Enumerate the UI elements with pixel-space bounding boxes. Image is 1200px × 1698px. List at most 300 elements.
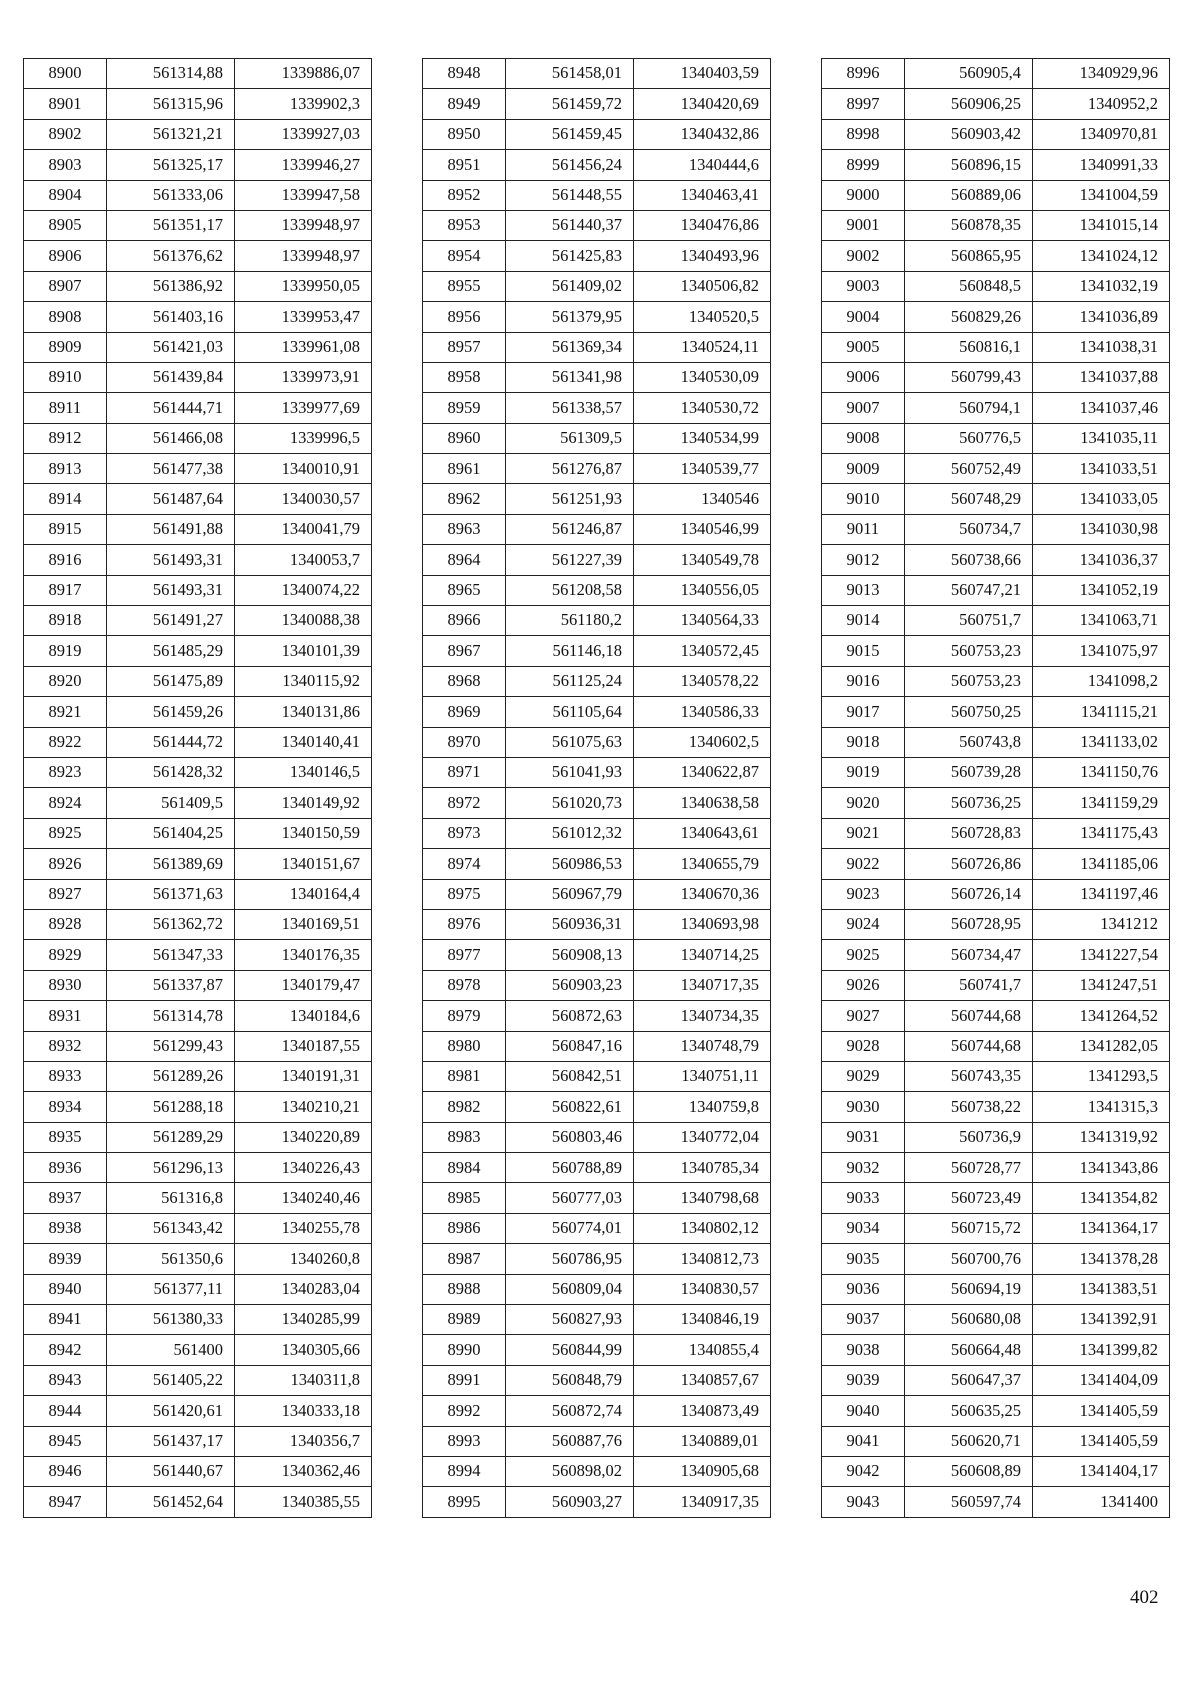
y-coordinate-cell: 1340670,36 — [634, 879, 771, 909]
table-row — [423, 210, 771, 240]
point-number-cell: 8937 — [24, 1183, 107, 1213]
table-row — [423, 1426, 771, 1456]
x-coordinate-cell: 561448,55 — [506, 180, 634, 210]
y-coordinate-cell: 1339948,97 — [235, 210, 372, 240]
y-coordinate-cell: 1341133,02 — [1033, 727, 1170, 757]
y-coordinate-cell: 1341383,51 — [1033, 1274, 1170, 1304]
table-row — [822, 818, 1170, 848]
table-row — [24, 119, 372, 149]
y-coordinate-cell: 1340622,87 — [634, 757, 771, 787]
y-coordinate-cell: 1340546,99 — [634, 514, 771, 544]
point-number-cell: 8976 — [423, 909, 506, 939]
x-coordinate-cell: 561444,72 — [107, 727, 235, 757]
table-row — [24, 1305, 372, 1335]
table-row — [24, 1183, 372, 1213]
point-number-cell: 9017 — [822, 697, 905, 727]
point-number-cell: 9028 — [822, 1031, 905, 1061]
y-coordinate-cell: 1340420,69 — [634, 89, 771, 119]
table-row — [423, 879, 771, 909]
y-coordinate-cell: 1340812,73 — [634, 1244, 771, 1274]
point-number-cell: 8921 — [24, 697, 107, 727]
y-coordinate-cell: 1340970,81 — [1033, 119, 1170, 149]
point-number-cell: 8990 — [423, 1335, 506, 1365]
table-row — [423, 1487, 771, 1517]
table-row — [24, 514, 372, 544]
y-coordinate-cell: 1341035,11 — [1033, 423, 1170, 453]
x-coordinate-cell: 560728,83 — [905, 818, 1033, 848]
table-row — [24, 1365, 372, 1395]
table-row — [24, 241, 372, 271]
x-coordinate-cell: 561376,62 — [107, 241, 235, 271]
point-number-cell: 8948 — [423, 59, 506, 89]
y-coordinate-cell: 1340151,67 — [235, 849, 372, 879]
x-coordinate-cell: 561409,02 — [506, 271, 634, 301]
x-coordinate-cell: 561343,42 — [107, 1213, 235, 1243]
y-coordinate-cell: 1341400 — [1033, 1487, 1170, 1517]
point-number-cell: 8997 — [822, 89, 905, 119]
y-coordinate-cell: 1340149,92 — [235, 788, 372, 818]
table-row — [24, 1487, 372, 1517]
point-number-cell: 8946 — [24, 1456, 107, 1486]
x-coordinate-cell: 561251,93 — [506, 484, 634, 514]
point-number-cell: 9003 — [822, 271, 905, 301]
y-coordinate-cell: 1340191,31 — [235, 1061, 372, 1091]
x-coordinate-cell: 560597,74 — [905, 1487, 1033, 1517]
x-coordinate-cell: 561493,31 — [107, 575, 235, 605]
table-row — [24, 332, 372, 362]
point-number-cell: 8938 — [24, 1213, 107, 1243]
point-number-cell: 8914 — [24, 484, 107, 514]
x-coordinate-cell: 560752,49 — [905, 454, 1033, 484]
table-row — [24, 970, 372, 1000]
y-coordinate-cell: 1340638,58 — [634, 788, 771, 818]
point-number-cell: 8939 — [24, 1244, 107, 1274]
x-coordinate-cell: 560734,47 — [905, 940, 1033, 970]
table-row — [423, 1335, 771, 1365]
point-number-cell: 8925 — [24, 818, 107, 848]
x-coordinate-cell: 560680,08 — [905, 1305, 1033, 1335]
y-coordinate-cell: 1341115,21 — [1033, 697, 1170, 727]
x-coordinate-cell: 560739,28 — [905, 757, 1033, 787]
y-coordinate-cell: 1340285,99 — [235, 1305, 372, 1335]
point-number-cell: 9016 — [822, 666, 905, 696]
table-row — [423, 636, 771, 666]
y-coordinate-cell: 1340873,49 — [634, 1396, 771, 1426]
x-coordinate-cell: 561362,72 — [107, 909, 235, 939]
table-row — [24, 1244, 372, 1274]
table-row — [24, 423, 372, 453]
y-coordinate-cell: 1340785,34 — [634, 1153, 771, 1183]
point-number-cell: 9042 — [822, 1456, 905, 1486]
point-number-cell: 8993 — [423, 1426, 506, 1456]
table-row — [423, 241, 771, 271]
table-row — [423, 150, 771, 180]
x-coordinate-cell: 561369,34 — [506, 332, 634, 362]
table-row — [822, 575, 1170, 605]
point-number-cell: 8950 — [423, 119, 506, 149]
x-coordinate-cell: 561458,01 — [506, 59, 634, 89]
x-coordinate-cell: 560829,26 — [905, 302, 1033, 332]
point-number-cell: 8908 — [24, 302, 107, 332]
x-coordinate-cell: 560734,7 — [905, 514, 1033, 544]
y-coordinate-cell: 1341185,06 — [1033, 849, 1170, 879]
table-row — [423, 606, 771, 636]
table-row — [423, 423, 771, 453]
table-row — [822, 514, 1170, 544]
y-coordinate-cell: 1340010,91 — [235, 454, 372, 484]
table-row — [423, 119, 771, 149]
y-coordinate-cell: 1341293,5 — [1033, 1061, 1170, 1091]
point-number-cell: 8996 — [822, 59, 905, 89]
table-row — [822, 697, 1170, 727]
point-number-cell: 8963 — [423, 514, 506, 544]
point-number-cell: 8917 — [24, 575, 107, 605]
x-coordinate-cell: 560906,25 — [905, 89, 1033, 119]
table-row — [822, 788, 1170, 818]
table-row — [822, 636, 1170, 666]
y-coordinate-cell: 1340655,79 — [634, 849, 771, 879]
point-number-cell: 9013 — [822, 575, 905, 605]
point-number-cell: 8985 — [423, 1183, 506, 1213]
x-coordinate-cell: 561477,38 — [107, 454, 235, 484]
table-row — [423, 454, 771, 484]
table-row — [24, 575, 372, 605]
table-row — [423, 59, 771, 89]
x-coordinate-cell: 561444,71 — [107, 393, 235, 423]
point-number-cell: 9029 — [822, 1061, 905, 1091]
table-row — [822, 302, 1170, 332]
point-number-cell: 8941 — [24, 1305, 107, 1335]
x-coordinate-cell: 560896,15 — [905, 150, 1033, 180]
y-coordinate-cell: 1340917,35 — [634, 1487, 771, 1517]
x-coordinate-cell: 560738,22 — [905, 1092, 1033, 1122]
y-coordinate-cell: 1340549,78 — [634, 545, 771, 575]
table-row — [423, 545, 771, 575]
y-coordinate-cell: 1340578,22 — [634, 666, 771, 696]
x-coordinate-cell: 561296,13 — [107, 1153, 235, 1183]
x-coordinate-cell: 560700,76 — [905, 1244, 1033, 1274]
table-row — [423, 1244, 771, 1274]
point-number-cell: 8982 — [423, 1092, 506, 1122]
table-row — [822, 332, 1170, 362]
table-row — [24, 545, 372, 575]
table-row — [24, 940, 372, 970]
x-coordinate-cell: 561389,69 — [107, 849, 235, 879]
y-coordinate-cell: 1339953,47 — [235, 302, 372, 332]
y-coordinate-cell: 1340356,7 — [235, 1426, 372, 1456]
point-number-cell: 9040 — [822, 1396, 905, 1426]
x-coordinate-cell: 560728,77 — [905, 1153, 1033, 1183]
y-coordinate-cell: 1340714,25 — [634, 940, 771, 970]
point-number-cell: 8979 — [423, 1001, 506, 1031]
x-coordinate-cell: 561459,45 — [506, 119, 634, 149]
point-number-cell: 8940 — [24, 1274, 107, 1304]
y-coordinate-cell: 1340041,79 — [235, 514, 372, 544]
x-coordinate-cell: 560777,03 — [506, 1183, 634, 1213]
point-number-cell: 8942 — [24, 1335, 107, 1365]
x-coordinate-cell: 561420,61 — [107, 1396, 235, 1426]
x-coordinate-cell: 561309,5 — [506, 423, 634, 453]
point-number-cell: 8904 — [24, 180, 107, 210]
table-row — [822, 1335, 1170, 1365]
y-coordinate-cell: 1339973,91 — [235, 362, 372, 392]
y-coordinate-cell: 1340184,6 — [235, 1001, 372, 1031]
point-number-cell: 9033 — [822, 1183, 905, 1213]
point-number-cell: 9038 — [822, 1335, 905, 1365]
x-coordinate-cell: 560903,42 — [905, 119, 1033, 149]
point-number-cell: 8962 — [423, 484, 506, 514]
table-row — [822, 180, 1170, 210]
x-coordinate-cell: 560903,27 — [506, 1487, 634, 1517]
point-number-cell: 8911 — [24, 393, 107, 423]
y-coordinate-cell: 1340220,89 — [235, 1122, 372, 1152]
table-row — [423, 727, 771, 757]
y-coordinate-cell: 1340830,57 — [634, 1274, 771, 1304]
x-coordinate-cell: 561333,06 — [107, 180, 235, 210]
table-row — [24, 727, 372, 757]
table-row — [24, 1213, 372, 1243]
point-number-cell: 8900 — [24, 59, 107, 89]
table-row — [24, 1061, 372, 1091]
y-coordinate-cell: 1341052,19 — [1033, 575, 1170, 605]
y-coordinate-cell: 1340734,35 — [634, 1001, 771, 1031]
point-number-cell: 8986 — [423, 1213, 506, 1243]
x-coordinate-cell: 561456,24 — [506, 150, 634, 180]
table-row — [423, 302, 771, 332]
x-coordinate-cell: 561350,6 — [107, 1244, 235, 1274]
point-number-cell: 8994 — [423, 1456, 506, 1486]
point-number-cell: 9039 — [822, 1365, 905, 1395]
table-row — [24, 362, 372, 392]
point-number-cell: 9019 — [822, 757, 905, 787]
point-number-cell: 8983 — [423, 1122, 506, 1152]
table-row — [822, 545, 1170, 575]
table-row — [24, 1335, 372, 1365]
point-number-cell: 9015 — [822, 636, 905, 666]
x-coordinate-cell: 561314,78 — [107, 1001, 235, 1031]
x-coordinate-cell: 561208,58 — [506, 575, 634, 605]
x-coordinate-cell: 560872,63 — [506, 1001, 634, 1031]
x-coordinate-cell: 561428,32 — [107, 757, 235, 787]
y-coordinate-cell: 1339946,27 — [235, 150, 372, 180]
x-coordinate-cell: 560728,95 — [905, 909, 1033, 939]
table-row — [24, 302, 372, 332]
table-row — [822, 362, 1170, 392]
point-number-cell: 9036 — [822, 1274, 905, 1304]
x-coordinate-cell: 561452,64 — [107, 1487, 235, 1517]
x-coordinate-cell: 561380,33 — [107, 1305, 235, 1335]
x-coordinate-cell: 561400 — [107, 1335, 235, 1365]
y-coordinate-cell: 1340179,47 — [235, 970, 372, 1000]
table-row — [822, 1365, 1170, 1395]
table-row — [822, 757, 1170, 787]
y-coordinate-cell: 1341212 — [1033, 909, 1170, 939]
y-coordinate-cell: 1341036,37 — [1033, 545, 1170, 575]
table-row — [24, 666, 372, 696]
table-row — [423, 332, 771, 362]
x-coordinate-cell: 560844,99 — [506, 1335, 634, 1365]
point-number-cell: 9009 — [822, 454, 905, 484]
point-number-cell: 8905 — [24, 210, 107, 240]
x-coordinate-cell: 561125,24 — [506, 666, 634, 696]
table-row — [24, 1274, 372, 1304]
point-number-cell: 8965 — [423, 575, 506, 605]
point-number-cell: 8960 — [423, 423, 506, 453]
y-coordinate-cell: 1341247,51 — [1033, 970, 1170, 1000]
x-coordinate-cell: 560741,7 — [905, 970, 1033, 1000]
x-coordinate-cell: 561325,17 — [107, 150, 235, 180]
point-number-cell: 8949 — [423, 89, 506, 119]
x-coordinate-cell: 561487,64 — [107, 484, 235, 514]
x-coordinate-cell: 560608,89 — [905, 1456, 1033, 1486]
table-row — [24, 697, 372, 727]
y-coordinate-cell: 1341364,17 — [1033, 1213, 1170, 1243]
point-number-cell: 8919 — [24, 636, 107, 666]
table-row — [423, 514, 771, 544]
y-coordinate-cell: 1341004,59 — [1033, 180, 1170, 210]
x-coordinate-cell: 560743,35 — [905, 1061, 1033, 1091]
y-coordinate-cell: 1341404,17 — [1033, 1456, 1170, 1486]
table-row — [24, 879, 372, 909]
table-row — [423, 1153, 771, 1183]
x-coordinate-cell: 561459,72 — [506, 89, 634, 119]
table-row — [423, 666, 771, 696]
coordinates-table-1 — [23, 58, 372, 1518]
table-row — [822, 940, 1170, 970]
y-coordinate-cell: 1340889,01 — [634, 1426, 771, 1456]
y-coordinate-cell: 1341282,05 — [1033, 1031, 1170, 1061]
x-coordinate-cell: 561020,73 — [506, 788, 634, 818]
x-coordinate-cell: 560889,06 — [905, 180, 1033, 210]
x-coordinate-cell: 561405,22 — [107, 1365, 235, 1395]
point-number-cell: 9034 — [822, 1213, 905, 1243]
x-coordinate-cell: 561337,87 — [107, 970, 235, 1000]
table-row — [423, 940, 771, 970]
x-coordinate-cell: 561347,33 — [107, 940, 235, 970]
x-coordinate-cell: 560736,25 — [905, 788, 1033, 818]
x-coordinate-cell: 561341,98 — [506, 362, 634, 392]
x-coordinate-cell: 561180,2 — [506, 606, 634, 636]
point-number-cell: 8907 — [24, 271, 107, 301]
y-coordinate-cell: 1340493,96 — [634, 241, 771, 271]
x-coordinate-cell: 561288,18 — [107, 1092, 235, 1122]
y-coordinate-cell: 1341159,29 — [1033, 788, 1170, 818]
table-row — [423, 1213, 771, 1243]
table-row — [423, 757, 771, 787]
y-coordinate-cell: 1340798,68 — [634, 1183, 771, 1213]
point-number-cell: 8901 — [24, 89, 107, 119]
y-coordinate-cell: 1340506,82 — [634, 271, 771, 301]
table-row — [24, 757, 372, 787]
table-row — [822, 1396, 1170, 1426]
y-coordinate-cell: 1339927,03 — [235, 119, 372, 149]
point-number-cell: 8918 — [24, 606, 107, 636]
y-coordinate-cell: 1340088,38 — [235, 606, 372, 636]
y-coordinate-cell: 1340905,68 — [634, 1456, 771, 1486]
x-coordinate-cell: 561379,95 — [506, 302, 634, 332]
x-coordinate-cell: 561289,29 — [107, 1122, 235, 1152]
point-number-cell: 9041 — [822, 1426, 905, 1456]
point-number-cell: 8931 — [24, 1001, 107, 1031]
x-coordinate-cell: 560744,68 — [905, 1031, 1033, 1061]
y-coordinate-cell: 1340432,86 — [634, 119, 771, 149]
y-coordinate-cell: 1340255,78 — [235, 1213, 372, 1243]
point-number-cell: 8903 — [24, 150, 107, 180]
y-coordinate-cell: 1341405,59 — [1033, 1426, 1170, 1456]
point-number-cell: 8969 — [423, 697, 506, 727]
x-coordinate-cell: 560794,1 — [905, 393, 1033, 423]
point-number-cell: 8906 — [24, 241, 107, 271]
y-coordinate-cell: 1341024,12 — [1033, 241, 1170, 271]
y-coordinate-cell: 1340556,05 — [634, 575, 771, 605]
y-coordinate-cell: 1340030,57 — [235, 484, 372, 514]
point-number-cell: 8926 — [24, 849, 107, 879]
table-row — [423, 1031, 771, 1061]
x-coordinate-cell: 560647,37 — [905, 1365, 1033, 1395]
y-coordinate-cell: 1340074,22 — [235, 575, 372, 605]
point-number-cell: 8964 — [423, 545, 506, 575]
y-coordinate-cell: 1340772,04 — [634, 1122, 771, 1152]
x-coordinate-cell: 561440,67 — [107, 1456, 235, 1486]
x-coordinate-cell: 561377,11 — [107, 1274, 235, 1304]
table-row — [24, 393, 372, 423]
point-number-cell: 9007 — [822, 393, 905, 423]
point-number-cell: 9011 — [822, 514, 905, 544]
table-row — [423, 1305, 771, 1335]
point-number-cell: 8958 — [423, 362, 506, 392]
point-number-cell: 8947 — [24, 1487, 107, 1517]
y-coordinate-cell: 1341015,14 — [1033, 210, 1170, 240]
x-coordinate-cell: 560786,95 — [506, 1244, 634, 1274]
x-coordinate-cell: 560723,49 — [905, 1183, 1033, 1213]
table-row — [24, 1031, 372, 1061]
point-number-cell: 8984 — [423, 1153, 506, 1183]
x-coordinate-cell: 560750,25 — [905, 697, 1033, 727]
x-coordinate-cell: 561289,26 — [107, 1061, 235, 1091]
table-row — [423, 484, 771, 514]
point-number-cell: 8930 — [24, 970, 107, 1000]
point-number-cell: 8932 — [24, 1031, 107, 1061]
table-row — [24, 59, 372, 89]
x-coordinate-cell: 561475,89 — [107, 666, 235, 696]
y-coordinate-cell: 1340187,55 — [235, 1031, 372, 1061]
point-number-cell: 8943 — [24, 1365, 107, 1395]
x-coordinate-cell: 560753,23 — [905, 636, 1033, 666]
table-row — [24, 1092, 372, 1122]
point-number-cell: 9008 — [822, 423, 905, 453]
x-coordinate-cell: 561404,25 — [107, 818, 235, 848]
table-row — [24, 788, 372, 818]
x-coordinate-cell: 560736,9 — [905, 1122, 1033, 1152]
y-coordinate-cell: 1340693,98 — [634, 909, 771, 939]
x-coordinate-cell: 560620,71 — [905, 1426, 1033, 1456]
y-coordinate-cell: 1339886,07 — [235, 59, 372, 89]
point-number-cell: 8944 — [24, 1396, 107, 1426]
table-row — [822, 271, 1170, 301]
point-number-cell: 8974 — [423, 849, 506, 879]
y-coordinate-cell: 1340131,86 — [235, 697, 372, 727]
y-coordinate-cell: 1341098,2 — [1033, 666, 1170, 696]
point-number-cell: 8968 — [423, 666, 506, 696]
y-coordinate-cell: 1341404,09 — [1033, 1365, 1170, 1395]
table-row — [822, 1456, 1170, 1486]
y-coordinate-cell: 1341319,92 — [1033, 1122, 1170, 1152]
table-row — [24, 484, 372, 514]
y-coordinate-cell: 1339947,58 — [235, 180, 372, 210]
x-coordinate-cell: 561315,96 — [107, 89, 235, 119]
x-coordinate-cell: 561276,87 — [506, 454, 634, 484]
x-coordinate-cell: 560751,7 — [905, 606, 1033, 636]
